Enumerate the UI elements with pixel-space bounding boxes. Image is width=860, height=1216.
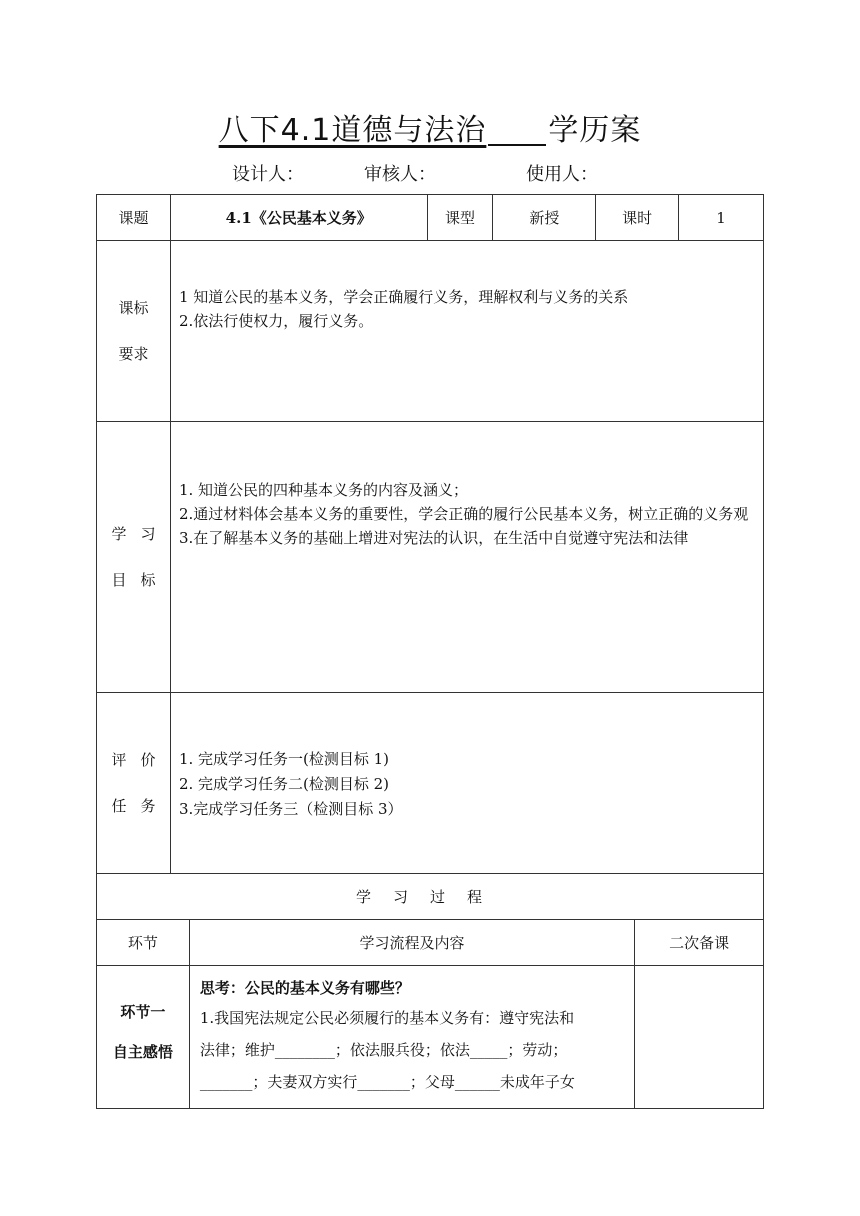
step1-flow-line: _______；夫妻双方实行_______；父母______未成年子女	[199, 1073, 575, 1091]
curriculum-content	[170, 241, 763, 422]
step1-label-line2: 自主感悟	[112, 1043, 173, 1061]
reviewer-label: 审核人：	[364, 164, 436, 185]
evaluation-content	[170, 693, 763, 874]
objectives-label-line2: 目标	[111, 571, 170, 589]
evaluation-label-line1: 评价	[111, 751, 170, 769]
evaluation-label-line2: 任务	[111, 797, 170, 815]
process-title-row	[97, 874, 764, 920]
topic-label: 课题	[97, 195, 171, 241]
process-step-row	[97, 966, 764, 1109]
objective-line: 2.通过材料体会基本义务的重要性，学会正确的履行公民基本义务，树立正确的义务观	[178, 505, 749, 523]
objectives-row	[97, 422, 764, 693]
user-label: 使用人：	[526, 164, 598, 185]
title-blank-line	[488, 114, 546, 146]
learning-process-table	[96, 873, 764, 1109]
curriculum-label	[97, 241, 171, 422]
evaluation-label	[97, 693, 171, 874]
objectives-label	[97, 422, 171, 693]
document-title	[0, 105, 860, 149]
step1-flow-line: 法律；维护________；依法服兵役；依法_____；劳动；	[199, 1041, 568, 1059]
period-label: 课时	[596, 195, 679, 241]
evaluation-line: 1. 完成学习任务一(检测目标 1)	[178, 750, 390, 768]
step1-prep-cell	[635, 966, 764, 1109]
curriculum-line: 1 知道公民的基本义务，学会正确履行义务，理解权利与义务的关系	[178, 288, 629, 306]
evaluation-line: 3.完成学习任务三（检测目标 3）	[178, 800, 403, 818]
curriculum-label-line2: 要求	[118, 345, 149, 363]
period-value: 1	[679, 195, 764, 241]
step1-label-line1: 环节一	[120, 1003, 166, 1021]
type-label: 课型	[427, 195, 493, 241]
column-step-header: 环节	[97, 920, 190, 966]
curriculum-label-line1: 课标	[118, 299, 149, 317]
designer-label: 设计人：	[232, 164, 304, 185]
step1-question: 思考：公民的基本义务有哪些？	[199, 979, 410, 997]
objectives-content	[170, 422, 763, 693]
curriculum-row	[97, 241, 764, 422]
info-row	[97, 195, 764, 241]
column-flow-header: 学习流程及内容	[189, 920, 634, 966]
title-suffix: 学历案	[548, 113, 642, 148]
evaluation-row	[97, 693, 764, 874]
evaluation-line: 2. 完成学习任务二(检测目标 2)	[178, 775, 390, 793]
step1-label	[97, 966, 190, 1109]
topic-value: 4.1《公民基本义务》	[170, 195, 427, 241]
process-header-row	[97, 920, 764, 966]
curriculum-line: 2.依法行使权力，履行义务。	[178, 312, 374, 330]
column-prep-header: 二次备课	[635, 920, 764, 966]
lesson-info-table	[96, 194, 764, 874]
process-section-title: 学习过程	[97, 874, 764, 920]
step1-content	[189, 966, 634, 1109]
step1-flow-line: 1.我国宪法规定公民必须履行的基本义务有：遵守宪法和	[199, 1009, 575, 1027]
type-value: 新授	[493, 195, 596, 241]
objective-line: 1. 知道公民的四种基本义务的内容及涵义；	[178, 481, 469, 499]
objectives-label-line1: 学习	[111, 525, 170, 543]
objective-line: 3.在了解基本义务的基础上增进对宪法的认识，在生活中自觉遵守宪法和法律	[178, 529, 689, 547]
title-main: 八下4.1道德与法治	[218, 113, 487, 148]
